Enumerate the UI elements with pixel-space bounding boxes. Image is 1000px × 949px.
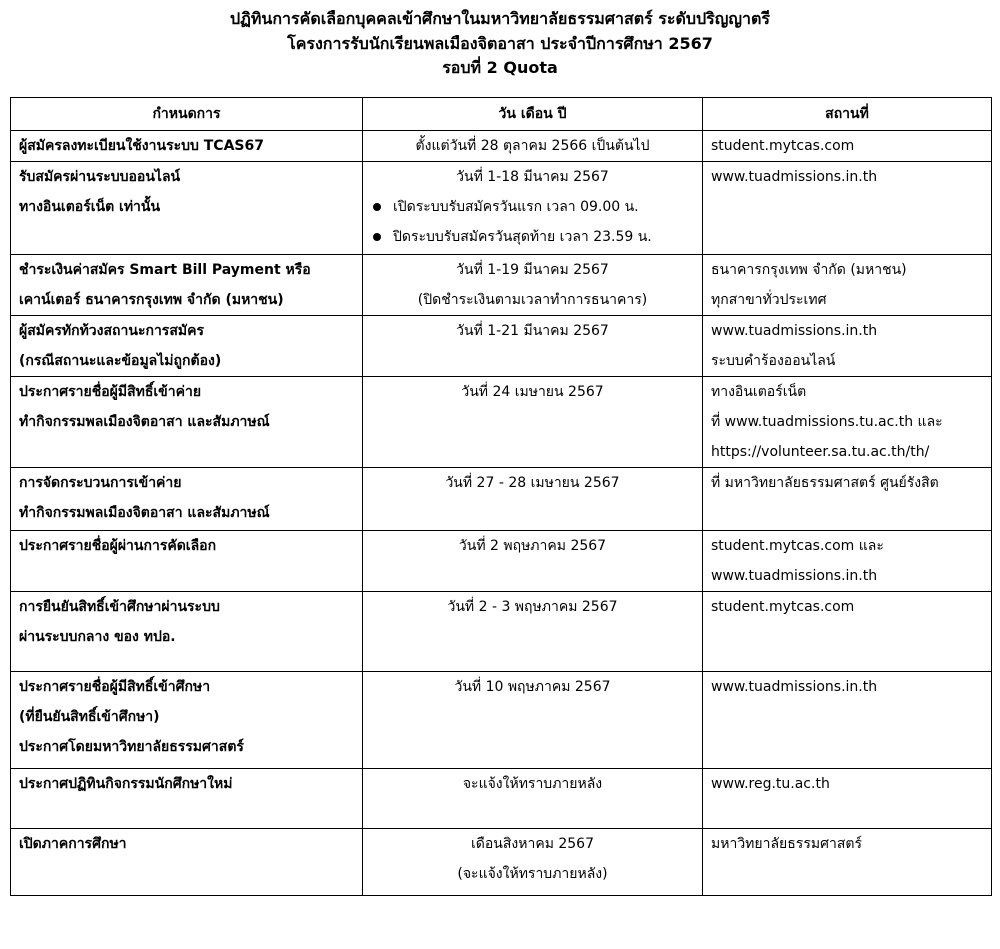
activity-text: ทางอินเตอร์เน็ต เท่านั้น (19, 199, 161, 215)
table-row (11, 131, 992, 162)
date-text: (จะแจ้งให้ทราบภายหลัง) (457, 866, 608, 882)
schedule-location-cell (703, 531, 992, 592)
location-text: student.mytcas.com (711, 138, 855, 154)
schedule-location-cell (703, 468, 992, 531)
schedule-activity-cell (11, 592, 363, 672)
table-row (11, 316, 992, 377)
location-text: www.tuadmissions.in.th (711, 323, 878, 339)
table-row (11, 468, 992, 531)
activity-text: ประกาศปฏิทินกิจกรรมนักศึกษาใหม่ (19, 776, 233, 792)
schedule-activity-cell (11, 769, 363, 829)
date-text: ตั้งแต่วันที่ 28 ตุลาคม 2566 เป็นต้นไป (415, 138, 650, 154)
location-text: www.reg.tu.ac.th (711, 776, 830, 792)
table-row (11, 531, 992, 592)
bullet-text: เปิดระบบรับสมัครวันแรก เวลา 09.00 น. (393, 199, 639, 215)
date-text: วันที่ 10 พฤษภาคม 2567 (454, 679, 611, 695)
schedule-date-cell (363, 592, 703, 672)
schedule-activity-cell (11, 468, 363, 531)
location-text: www.tuadmissions.in.th (711, 568, 878, 584)
schedule-date-cell (363, 131, 703, 162)
activity-text: การจัดกระบวนการเข้าค่าย (19, 475, 182, 491)
date-text: วันที่ 1-19 มีนาคม 2567 (456, 262, 609, 278)
location-text: ทางอินเตอร์เน็ต (711, 384, 807, 400)
location-text: ที่ มหาวิทยาลัยธรรมศาสตร์ ศูนย์รังสิต (711, 475, 939, 491)
activity-text: ประกาศรายชื่อผู้ผ่านการคัดเลือก (19, 538, 217, 554)
schedule-location-cell (703, 829, 992, 896)
activity-text: เคาน์เตอร์ ธนาคารกรุงเทพ จำกัด (มหาชน) (19, 292, 284, 308)
location-text: มหาวิทยาลัยธรรมศาสตร์ (711, 836, 862, 852)
bullet-icon (373, 203, 381, 211)
activity-text: ชำระเงินค่าสมัคร Smart Bill Payment หรือ (19, 262, 311, 278)
activity-text: การยืนยันสิทธิ์เข้าศึกษาผ่านระบบ (19, 599, 220, 615)
header-schedule: กำหนดการ (11, 98, 363, 131)
document-round: รอบที่ 2 Quota (442, 58, 558, 77)
header-location: สถานที่ (703, 98, 992, 131)
location-text: ทุกสาขาทั่วประเทศ (711, 292, 827, 308)
activity-text: รับสมัครผ่านระบบออนไลน์ (19, 169, 181, 185)
date-text: วันที่ 1-21 มีนาคม 2567 (456, 323, 609, 339)
date-text: วันที่ 24 เมษายน 2567 (461, 384, 604, 400)
schedule-activity-cell (11, 131, 363, 162)
activity-text: ทำกิจกรรมพลเมืองจิตอาสา และสัมภาษณ์ (19, 414, 270, 430)
schedule-table (10, 97, 992, 896)
activity-text: ประกาศรายชื่อผู้มีสิทธิ์เข้าค่าย (19, 384, 202, 400)
activity-text: ประกาศรายชื่อผู้มีสิทธิ์เข้าศึกษา (19, 679, 211, 695)
date-text: วันที่ 2 พฤษภาคม 2567 (458, 538, 607, 554)
table-row (11, 769, 992, 829)
schedule-activity-cell (11, 377, 363, 468)
location-text: www.tuadmissions.in.th (711, 679, 878, 695)
location-text: ระบบคำร้องออนไลน์ (711, 353, 836, 369)
schedule-location-cell (703, 162, 992, 255)
location-text: www.tuadmissions.in.th (711, 169, 878, 185)
activity-text: เปิดภาคการศึกษา (19, 836, 127, 852)
activity-text: ผ่านระบบกลาง ของ ทปอ. (19, 629, 176, 645)
activity-text: ผู้สมัครทักท้วงสถานะการสมัคร (19, 323, 204, 339)
schedule-date-cell (363, 769, 703, 829)
schedule-location-cell (703, 769, 992, 829)
table-row (11, 829, 992, 896)
activity-text: ทำกิจกรรมพลเมืองจิตอาสา และสัมภาษณ์ (19, 505, 270, 521)
table-row (11, 672, 992, 769)
document-title: ปฏิทินการคัดเลือกบุคคลเข้าศึกษาในมหาวิทยาลัยธรรมศาสตร์ ระดับปริญญาตรี (229, 9, 771, 28)
schedule-location-cell (703, 255, 992, 316)
schedule-location-cell (703, 377, 992, 468)
location-text: https://volunteer.sa.tu.ac.th/th/ (711, 444, 930, 460)
date-text: เดือนสิงหาคม 2567 (471, 836, 594, 852)
schedule-date-cell (363, 255, 703, 316)
activity-text: (ที่ยืนยันสิทธิ์เข้าศึกษา) (19, 709, 160, 725)
schedule-location-cell (703, 131, 992, 162)
location-text: ที่ www.tuadmissions.tu.ac.th และ (711, 414, 943, 430)
schedule-activity-cell (11, 829, 363, 896)
schedule-location-cell (703, 316, 992, 377)
bullet-item (371, 192, 694, 222)
location-text: student.mytcas.com (711, 599, 855, 615)
date-text: (ปิดชำระเงินตามเวลาทำการธนาคาร) (417, 292, 648, 308)
schedule-activity-cell (11, 162, 363, 255)
table-row (11, 377, 992, 468)
schedule-activity-cell (11, 316, 363, 377)
schedule-date-cell (363, 829, 703, 896)
schedule-date-cell (363, 468, 703, 531)
date-text: จะแจ้งให้ทราบภายหลัง (462, 776, 603, 792)
table-row (11, 162, 992, 255)
bullet-item (371, 222, 694, 252)
schedule-date-cell (363, 531, 703, 592)
schedule-date-cell (363, 377, 703, 468)
location-text: student.mytcas.com และ (711, 538, 884, 554)
schedule-date-cell (363, 672, 703, 769)
table-row (11, 255, 992, 316)
schedule-activity-cell (11, 672, 363, 769)
bullet-icon (373, 233, 381, 241)
schedule-activity-cell (11, 531, 363, 592)
table-header-row (11, 98, 992, 131)
date-text: วันที่ 1-18 มีนาคม 2567 (456, 169, 609, 185)
document-subtitle: โครงการรับนักเรียนพลเมืองจิตอาสา ประจำปีการศึกษา 2567 (287, 34, 713, 53)
activity-text: (กรณีสถานะและข้อมูลไม่ถูกต้อง) (19, 353, 222, 369)
date-text: วันที่ 2 - 3 พฤษภาคม 2567 (447, 599, 618, 615)
bullet-text: ปิดระบบรับสมัครวันสุดท้าย เวลา 23.59 น. (393, 229, 652, 245)
table-row (11, 592, 992, 672)
header-date: วัน เดือน ปี (363, 98, 703, 131)
activity-text: ประกาศโดยมหาวิทยาลัยธรรมศาสตร์ (19, 739, 244, 755)
schedule-location-cell (703, 592, 992, 672)
schedule-date-cell (363, 316, 703, 377)
schedule-date-cell (363, 162, 703, 255)
activity-text: ผู้สมัครลงทะเบียนใช้งานระบบ TCAS67 (19, 138, 264, 154)
date-text: วันที่ 27 - 28 เมษายน 2567 (445, 475, 620, 491)
schedule-activity-cell (11, 255, 363, 316)
location-text: ธนาคารกรุงเทพ จำกัด (มหาชน) (711, 262, 907, 278)
schedule-location-cell (703, 672, 992, 769)
